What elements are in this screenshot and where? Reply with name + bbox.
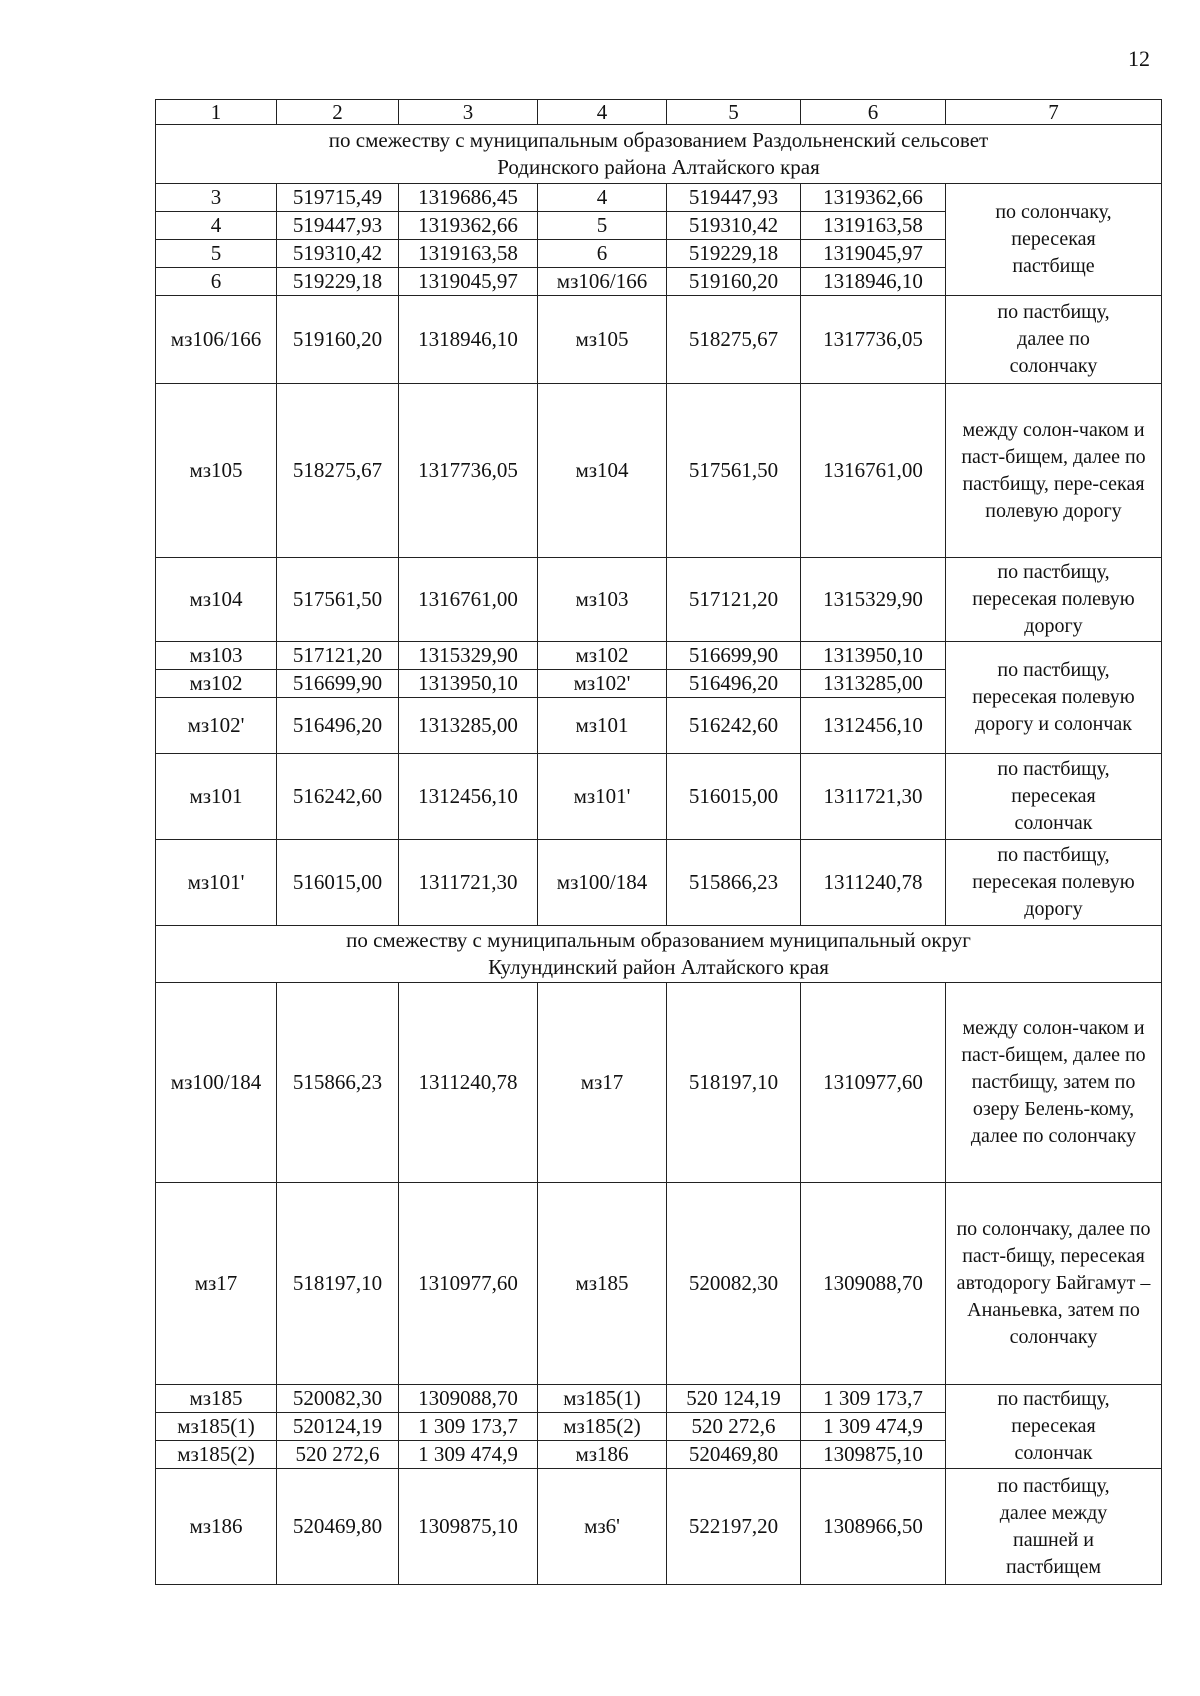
cell: 4 — [156, 212, 277, 240]
column-header: 4 — [538, 100, 667, 125]
cell: 3 — [156, 184, 277, 212]
cell: мз100/184 — [538, 840, 667, 926]
table-row — [156, 1385, 1162, 1413]
table-row — [156, 642, 1162, 670]
table-row — [156, 840, 1162, 926]
cell: 520 124,19 — [667, 1385, 801, 1413]
cell: мз186 — [538, 1441, 667, 1469]
cell: 1312456,10 — [801, 698, 946, 754]
description-cell: по пастбищу, пересекая полевую дорогу и солончак — [946, 642, 1162, 754]
table-row — [156, 384, 1162, 558]
cell: 1312456,10 — [399, 754, 538, 840]
cell: 1 309 173,7 — [399, 1413, 538, 1441]
cell: 1310977,60 — [399, 1183, 538, 1385]
cell: 1313950,10 — [801, 642, 946, 670]
cell: мз103 — [156, 642, 277, 670]
cell: мз103 — [538, 558, 667, 642]
cell: 519160,20 — [667, 268, 801, 296]
cell: 1318946,10 — [801, 268, 946, 296]
description-cell: по пастбищу, далее между пашней и пастбищем — [946, 1469, 1162, 1585]
cell: 518275,67 — [277, 384, 399, 558]
cell: 1316761,00 — [399, 558, 538, 642]
table-row — [156, 558, 1162, 642]
cell: 1311721,30 — [801, 754, 946, 840]
section-row — [156, 926, 1162, 983]
cell: мз17 — [156, 1183, 277, 1385]
cell: 6 — [156, 268, 277, 296]
table-row — [156, 184, 1162, 212]
cell: 520 272,6 — [277, 1441, 399, 1469]
cell: мз17 — [538, 983, 667, 1183]
cell: 1317736,05 — [399, 384, 538, 558]
cell: 1308966,50 — [801, 1469, 946, 1585]
cell: 519715,49 — [277, 184, 399, 212]
section-title: по смежеству с муниципальным образованием Раздольненский сельсовет Родинского района Алтайского края — [156, 125, 1162, 184]
description-cell: по пастбищу, пересекая солончак — [946, 754, 1162, 840]
cell: 1309088,70 — [399, 1385, 538, 1413]
column-header: 3 — [399, 100, 538, 125]
cell: мз100/184 — [156, 983, 277, 1183]
boundary-table — [155, 99, 1162, 1585]
table-row — [156, 983, 1162, 1183]
cell: 1310977,60 — [801, 983, 946, 1183]
column-header: 5 — [667, 100, 801, 125]
table-row — [156, 1183, 1162, 1385]
cell: 517561,50 — [277, 558, 399, 642]
cell: мз104 — [538, 384, 667, 558]
description-cell: по пастбищу, пересекая солончак — [946, 1385, 1162, 1469]
cell: мз102 — [538, 642, 667, 670]
description-cell: по пастбищу, пересекая полевую дорогу — [946, 558, 1162, 642]
cell: 517561,50 — [667, 384, 801, 558]
cell: 517121,20 — [277, 642, 399, 670]
cell: 1319362,66 — [399, 212, 538, 240]
cell: 520469,80 — [277, 1469, 399, 1585]
cell: 516496,20 — [667, 670, 801, 698]
cell: 1311240,78 — [399, 983, 538, 1183]
section-row — [156, 125, 1162, 184]
cell: 520 272,6 — [667, 1413, 801, 1441]
cell: мз186 — [156, 1469, 277, 1585]
cell: мз101 — [538, 698, 667, 754]
cell: мз6' — [538, 1469, 667, 1585]
cell: 520082,30 — [277, 1385, 399, 1413]
description-cell: между солон-чаком и паст-бищем, далее по пастбищу, пере-секая полевую дорогу — [946, 384, 1162, 558]
cell: 520082,30 — [667, 1183, 801, 1385]
cell: 1311240,78 — [801, 840, 946, 926]
cell: 1 309 474,9 — [801, 1413, 946, 1441]
cell: 1309875,10 — [399, 1469, 538, 1585]
header-row — [156, 100, 1162, 125]
cell: 516699,90 — [667, 642, 801, 670]
cell: 516242,60 — [667, 698, 801, 754]
table-row — [156, 754, 1162, 840]
cell: 1319163,58 — [801, 212, 946, 240]
cell: мз185(2) — [156, 1441, 277, 1469]
cell: мз106/166 — [538, 268, 667, 296]
cell: 516015,00 — [667, 754, 801, 840]
cell: 1313950,10 — [399, 670, 538, 698]
cell: 519310,42 — [667, 212, 801, 240]
cell: 1316761,00 — [801, 384, 946, 558]
cell: 519447,93 — [277, 212, 399, 240]
cell: мз105 — [156, 384, 277, 558]
cell: 6 — [538, 240, 667, 268]
cell: 522197,20 — [667, 1469, 801, 1585]
cell: 518197,10 — [277, 1183, 399, 1385]
cell: 5 — [538, 212, 667, 240]
column-header: 1 — [156, 100, 277, 125]
cell: 5 — [156, 240, 277, 268]
cell: 519447,93 — [667, 184, 801, 212]
cell: 1309875,10 — [801, 1441, 946, 1469]
cell: 4 — [538, 184, 667, 212]
cell: 520469,80 — [667, 1441, 801, 1469]
description-cell: между солон-чаком и паст-бищем, далее по пастбищу, затем по озеру Белень-кому, далее по солончаку — [946, 983, 1162, 1183]
cell: 515866,23 — [667, 840, 801, 926]
cell: 1319163,58 — [399, 240, 538, 268]
cell: 1313285,00 — [801, 670, 946, 698]
cell: 518197,10 — [667, 983, 801, 1183]
description-cell: по солончаку, далее по паст-бищу, пересекая автодорогу Байгамут – Ананьевка, затем по солончаку — [946, 1183, 1162, 1385]
cell: 519160,20 — [277, 296, 399, 384]
cell: 1319045,97 — [801, 240, 946, 268]
cell: 517121,20 — [667, 558, 801, 642]
cell: 1309088,70 — [801, 1183, 946, 1385]
cell: мз185 — [156, 1385, 277, 1413]
cell: мз102 — [156, 670, 277, 698]
column-header: 7 — [946, 100, 1162, 125]
cell: мз101 — [156, 754, 277, 840]
cell: 519310,42 — [277, 240, 399, 268]
cell: мз101' — [156, 840, 277, 926]
cell: 1315329,90 — [399, 642, 538, 670]
cell: 516496,20 — [277, 698, 399, 754]
section-title: по смежеству с муниципальным образованием муниципальный округ Кулундинский район Алтайского края — [156, 926, 1162, 983]
cell: 1311721,30 — [399, 840, 538, 926]
column-header: 6 — [801, 100, 946, 125]
cell: мз105 — [538, 296, 667, 384]
cell: 1 309 474,9 — [399, 1441, 538, 1469]
column-header: 2 — [277, 100, 399, 125]
cell: 515866,23 — [277, 983, 399, 1183]
cell: 1313285,00 — [399, 698, 538, 754]
cell: 1318946,10 — [399, 296, 538, 384]
cell: мз106/166 — [156, 296, 277, 384]
cell: 1 309 173,7 — [801, 1385, 946, 1413]
page-number: 12 — [1128, 46, 1150, 71]
cell: 516242,60 — [277, 754, 399, 840]
cell: 1315329,90 — [801, 558, 946, 642]
cell: мз185(1) — [538, 1385, 667, 1413]
cell: 1319362,66 — [801, 184, 946, 212]
description-cell: по солончаку, пересекая пастбище — [946, 184, 1162, 296]
cell: 520124,19 — [277, 1413, 399, 1441]
description-cell: по пастбищу, далее по солончаку — [946, 296, 1162, 384]
cell: 518275,67 — [667, 296, 801, 384]
cell: мз102' — [156, 698, 277, 754]
table-row — [156, 1469, 1162, 1585]
cell: 516015,00 — [277, 840, 399, 926]
table-row — [156, 296, 1162, 384]
cell: мз104 — [156, 558, 277, 642]
cell: мз101' — [538, 754, 667, 840]
cell: мз185(1) — [156, 1413, 277, 1441]
cell: 1317736,05 — [801, 296, 946, 384]
cell: 1319686,45 — [399, 184, 538, 212]
cell: 1319045,97 — [399, 268, 538, 296]
cell: мз102' — [538, 670, 667, 698]
cell: 519229,18 — [667, 240, 801, 268]
cell: 516699,90 — [277, 670, 399, 698]
cell: мз185(2) — [538, 1413, 667, 1441]
cell: мз185 — [538, 1183, 667, 1385]
description-cell: по пастбищу, пересекая полевую дорогу — [946, 840, 1162, 926]
cell: 519229,18 — [277, 268, 399, 296]
